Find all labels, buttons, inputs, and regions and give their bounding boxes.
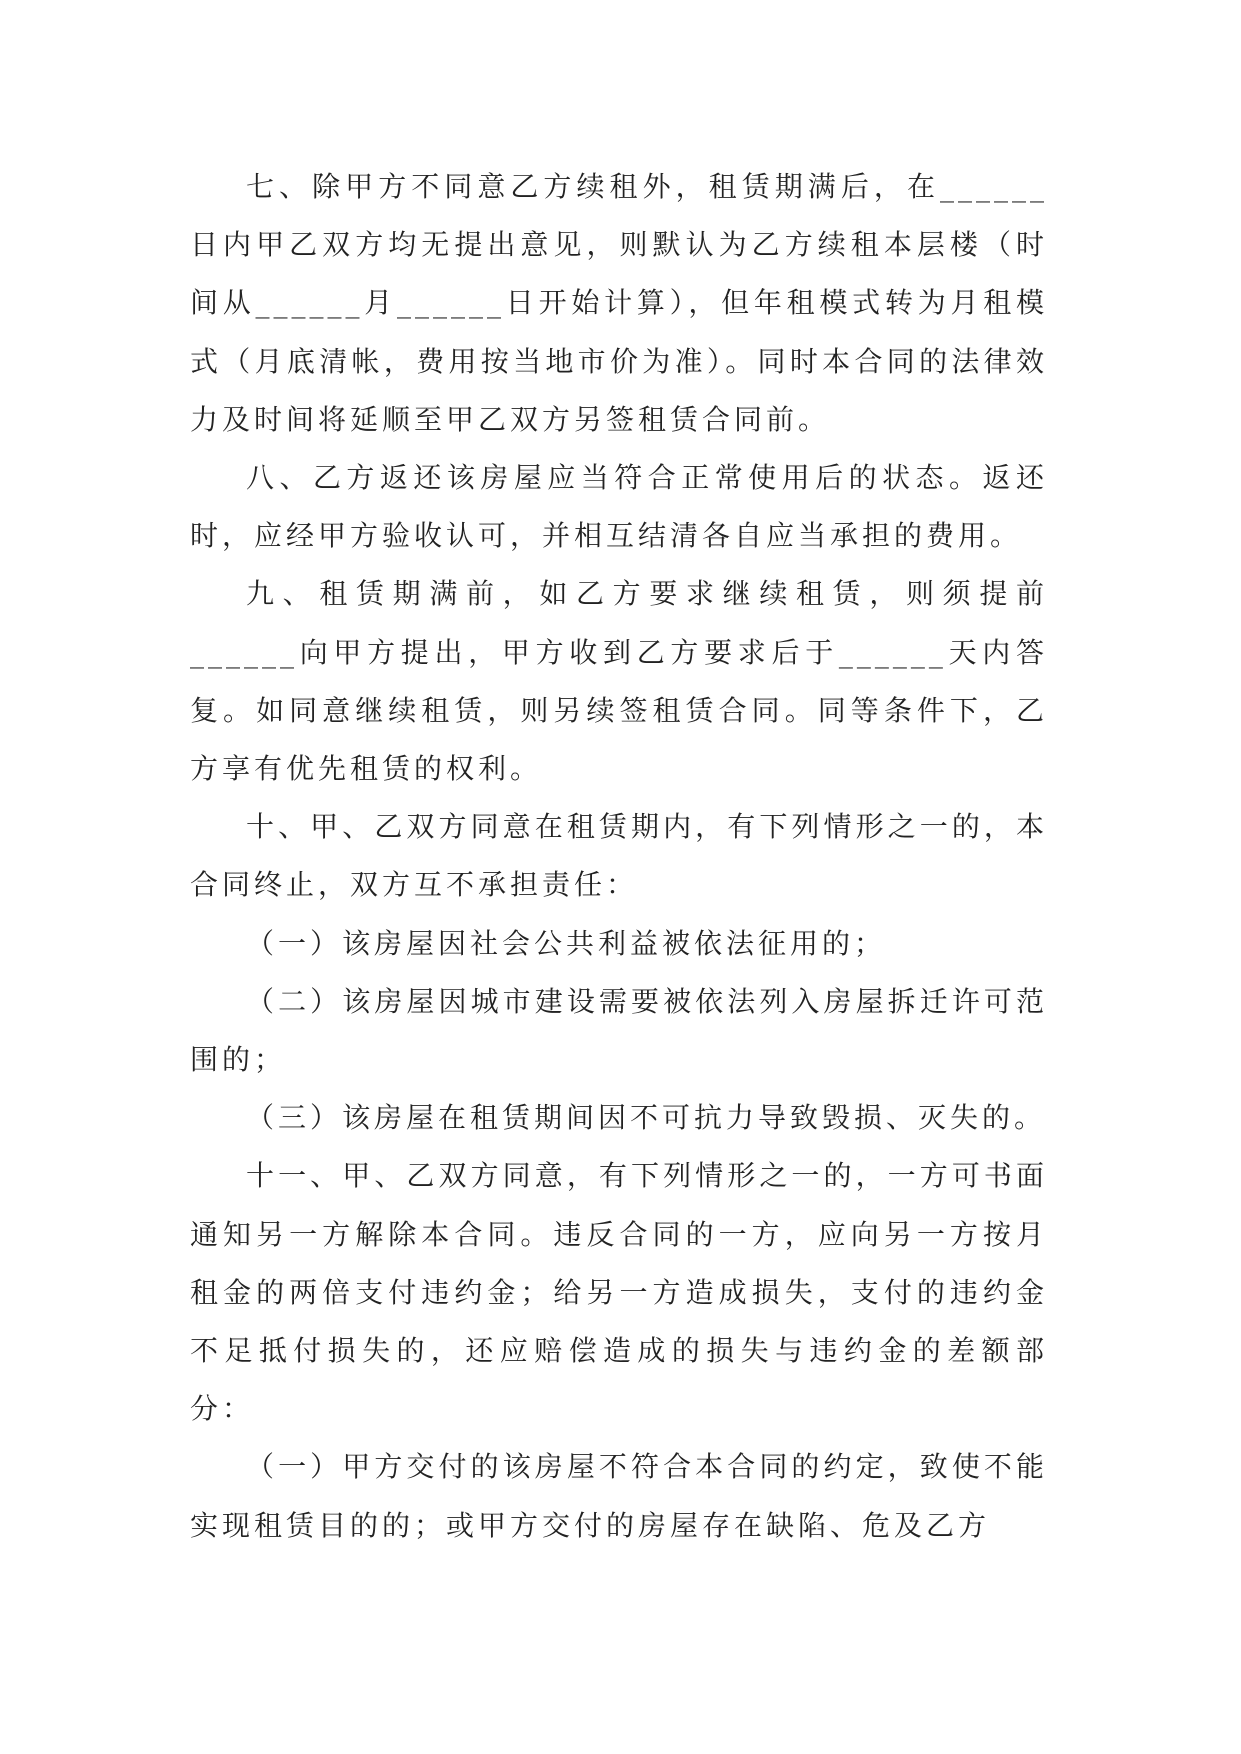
paragraph-clause-10: 十、甲、乙双方同意在租赁期内，有下列情形之一的，本合同终止，双方互不承担责任： — [190, 810, 1048, 902]
paragraph-clause-8: 八、乙方返还该房屋应当符合正常使用后的状态。返还时，应经甲方验收认可，并相互结清各自应当承担的费用。 — [190, 461, 1048, 553]
paragraph-clause-7: 七、除甲方不同意乙方续租外，租赁期满后，在______日内甲乙双方均无提出意见，则默认为乙方续租本层楼（时间从______月______日开始计算），但年租模式转为月租模式（月底清帐，费用按当地市价为准）。同时本合同的法律效力及时间将延顺至甲乙双方另签租赁合同前。 — [190, 170, 1048, 436]
document-body — [190, 158, 1048, 1555]
paragraph-clause-10-item-2: （二）该房屋因城市建设需要被依法列入房屋拆迁许可范围的； — [190, 984, 1048, 1077]
paragraph-clause-9: 九、租赁期满前，如乙方要求继续租赁，则须提前______向甲方提出，甲方收到乙方要求后于______天内答复。如同意继续租赁，则另续签租赁合同。同等条件下，乙方享有优先租赁的权利。 — [190, 577, 1048, 786]
paragraph-clause-10-item-3: （三）该房屋在租赁期间因不可抗力导致毁损、灭失的。 — [246, 1101, 1047, 1135]
paragraph-clause-11: 十一、甲、乙双方同意，有下列情形之一的，一方可书面通知另一方解除本合同。违反合同的一方，应向另一方按月租金的两倍支付违约金；给另一方造成损失，支付的违约金不足抵付损失的，还应赔偿造成的损失与违约金的差额部分： — [190, 1159, 1048, 1426]
paragraph-clause-11-item-1: （一）甲方交付的该房屋不符合本合同的约定，致使不能实现租赁目的的；或甲方交付的房屋存在缺陷、危及乙方 — [190, 1450, 1048, 1542]
paragraph-clause-10-item-1: （一）该房屋因社会公共利益被依法征用的； — [246, 926, 887, 960]
